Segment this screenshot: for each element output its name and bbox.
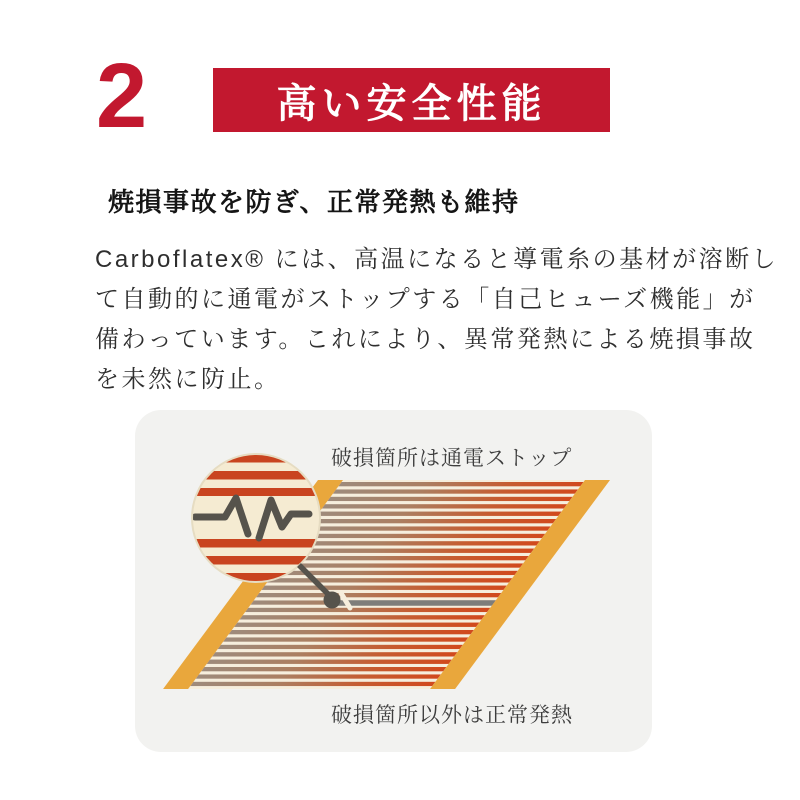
pointer-dot	[324, 592, 341, 609]
broken-stripe	[330, 600, 496, 605]
section-title: 高い安全性能	[276, 81, 547, 126]
section-title-banner	[213, 68, 610, 132]
diagram-bottom-label: 破損箇所以外は正常発熱	[331, 704, 573, 727]
subheading: 焼損事故を防ぎ、正常発熱も維持	[108, 187, 520, 217]
diagram-card	[135, 410, 652, 752]
body-paragraph	[95, 240, 779, 400]
body-line-1: Carboflatex® には、高温になると導電糸の基材が溶断し	[95, 246, 779, 273]
section-number: 2	[96, 45, 148, 147]
diagram-top-label: 破損箇所は通電ストップ	[331, 447, 573, 470]
body-line-3: 備わっています。これにより、異常発熱による焼損事故	[95, 326, 756, 353]
body-line-4: を未然に防止。	[95, 366, 281, 393]
body-line-2: て自動的に通電がストップする「自己ヒューズ機能」が	[95, 286, 756, 313]
